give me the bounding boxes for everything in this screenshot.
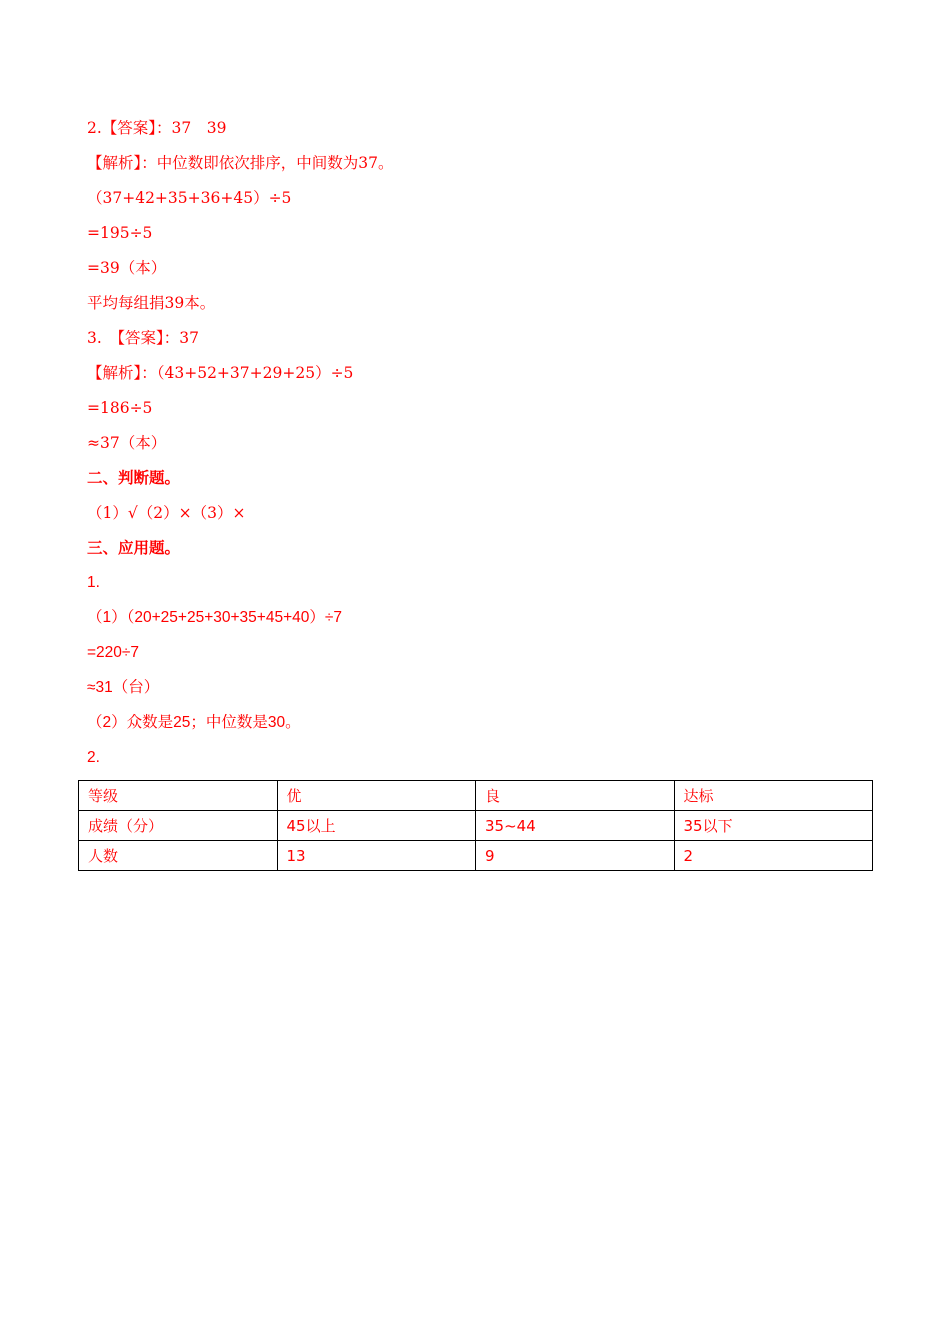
- table-cell: 达标: [674, 781, 873, 811]
- q2-calc-step-1: （37+42+35+36+45）÷5: [87, 189, 292, 207]
- table-cell: 35~44: [476, 811, 675, 841]
- section-3-heading: 三、应用题。: [87, 538, 181, 557]
- section-2-answers: （1）√（2）×（3）×: [87, 504, 246, 522]
- table-cell: 2: [674, 841, 873, 871]
- table-row: [79, 781, 873, 811]
- q2-analysis-line: 【解析】：中位数即依次排序，中间数为37。: [87, 154, 394, 172]
- q2-calc-step-3: =39（本）: [87, 259, 167, 277]
- table-cell: 35以下: [674, 811, 873, 841]
- app-q1-step-2: ≈31（台）: [87, 679, 160, 696]
- table-cell: 人数: [79, 841, 278, 871]
- table-cell: 13: [277, 841, 476, 871]
- q3-calc-step-2: ≈37（本）: [87, 434, 167, 452]
- q2-calc-step-2: =195÷5: [87, 224, 153, 242]
- table-cell: 9: [476, 841, 675, 871]
- app-question-2-number: 2.: [87, 749, 100, 766]
- table-cell: 优: [277, 781, 476, 811]
- table-cell: 等级: [79, 781, 278, 811]
- app-q1-step-1: =220÷7: [87, 644, 140, 661]
- q2-answer-line: 2.【答案】：37 39: [87, 119, 227, 137]
- app-q1-part-1: （1）（20+25+25+30+35+45+40）÷7: [87, 609, 342, 626]
- table-cell: 45以上: [277, 811, 476, 841]
- table-cell: 良: [476, 781, 675, 811]
- table-cell: 成绩（分）: [79, 811, 278, 841]
- q3-answer-line: 3. 【答案】：37: [87, 329, 200, 347]
- q3-analysis-line: 【解析】：（43+52+37+29+25）÷5: [87, 364, 354, 382]
- table-row: [79, 841, 873, 871]
- q3-calc-step-1: =186÷5: [87, 399, 153, 417]
- grade-table: [78, 780, 873, 871]
- section-2-heading: 二、判断题。: [87, 468, 181, 487]
- app-question-1-number: 1.: [87, 574, 100, 591]
- table-row: [79, 811, 873, 841]
- app-q1-part-2: （2）众数是25；中位数是30。: [87, 714, 301, 731]
- q2-conclusion-line: 平均每组捐39本。: [87, 294, 216, 312]
